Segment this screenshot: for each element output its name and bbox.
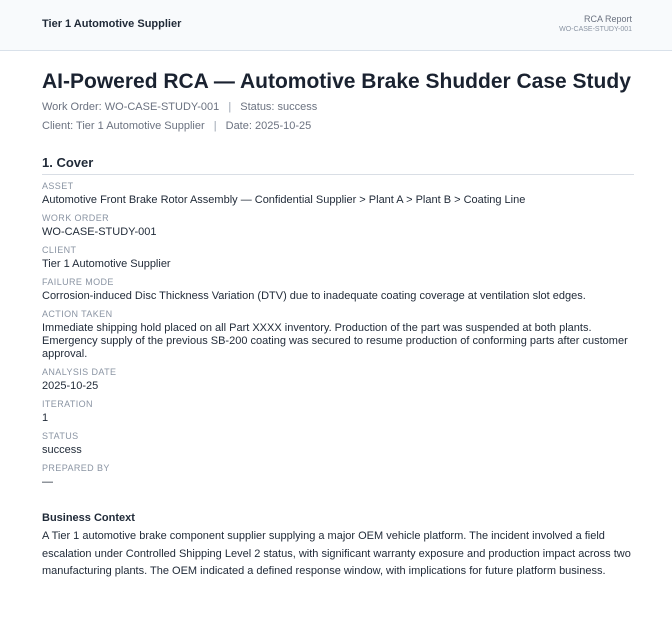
field-label: ACTION TAKEN <box>42 309 113 319</box>
org-name: Tier 1 Automotive Supplier <box>42 18 182 30</box>
business-context-text: A Tier 1 automotive brake component supplier supplying a major OEM vehicle platform. The incident involved a field escalation under Controlled Shipping Level 2 status, with significant warranty exposure and production impact across two manufacturing plants. The OEM indicated a defined response window, with implications for future platform business. <box>42 530 631 577</box>
document-title: AI-Powered RCA — Automotive Brake Shudder Case Study <box>42 70 631 93</box>
field-client <box>42 245 634 271</box>
field-action-taken <box>42 309 634 361</box>
field-analysis-date <box>42 367 634 393</box>
meta-status: Status: success <box>240 101 318 113</box>
report-meta <box>559 14 632 35</box>
meta-client: Client: Tier 1 Automotive Supplier <box>42 120 205 132</box>
field-label: PREPARED BY <box>42 463 110 473</box>
field-iteration <box>42 399 634 425</box>
field-value: Tier 1 Automotive Supplier <box>42 258 171 270</box>
meta-separator: | <box>228 101 232 113</box>
field-label: CLIENT <box>42 245 77 255</box>
report-work-order: WO-CASE-STUDY-001 <box>559 26 632 33</box>
meta-separator: | <box>213 120 217 132</box>
field-value: — <box>42 476 53 488</box>
field-value: WO-CASE-STUDY-001 <box>42 226 157 238</box>
field-label: WORK ORDER <box>42 213 109 223</box>
field-label: ITERATION <box>42 399 93 409</box>
meta-line-work-order <box>42 100 634 114</box>
field-label: FAILURE MODE <box>42 277 114 287</box>
field-failure-mode <box>42 277 634 303</box>
field-label: STATUS <box>42 431 79 441</box>
field-value: 2025-10-25 <box>42 380 99 392</box>
field-value: 1 <box>42 412 49 424</box>
field-label: ANALYSIS DATE <box>42 367 117 377</box>
meta-line-client <box>42 119 634 133</box>
document-body <box>42 68 634 581</box>
field-value: Automotive Front Brake Rotor Assembly — Confidential Supplier > Plant A > Plant B > Coating Line <box>42 194 526 206</box>
field-asset <box>42 181 634 207</box>
field-value: success <box>42 444 82 456</box>
page-header <box>0 0 672 51</box>
field-prepared-by <box>42 463 634 489</box>
field-label: ASSET <box>42 181 74 191</box>
field-value: Immediate shipping hold placed on all Part XXXX inventory. Production of the part was suspended at both plants. Emergency supply of the previous SB-200 coating was secured to resume production of conforming parts after customer approval. <box>42 322 628 360</box>
business-context-heading: Business Context <box>42 512 135 524</box>
field-value: Corrosion-induced Disc Thickness Variation (DTV) due to inadequate coating coverage at ventilation slot edges. <box>42 290 586 302</box>
meta-date: Date: 2025-10-25 <box>225 120 312 132</box>
meta-work-order: Work Order: WO-CASE-STUDY-001 <box>42 101 220 113</box>
report-label: RCA Report <box>583 14 632 24</box>
field-work-order <box>42 213 634 239</box>
section-heading-cover: 1. Cover <box>42 155 634 175</box>
field-status <box>42 431 634 457</box>
